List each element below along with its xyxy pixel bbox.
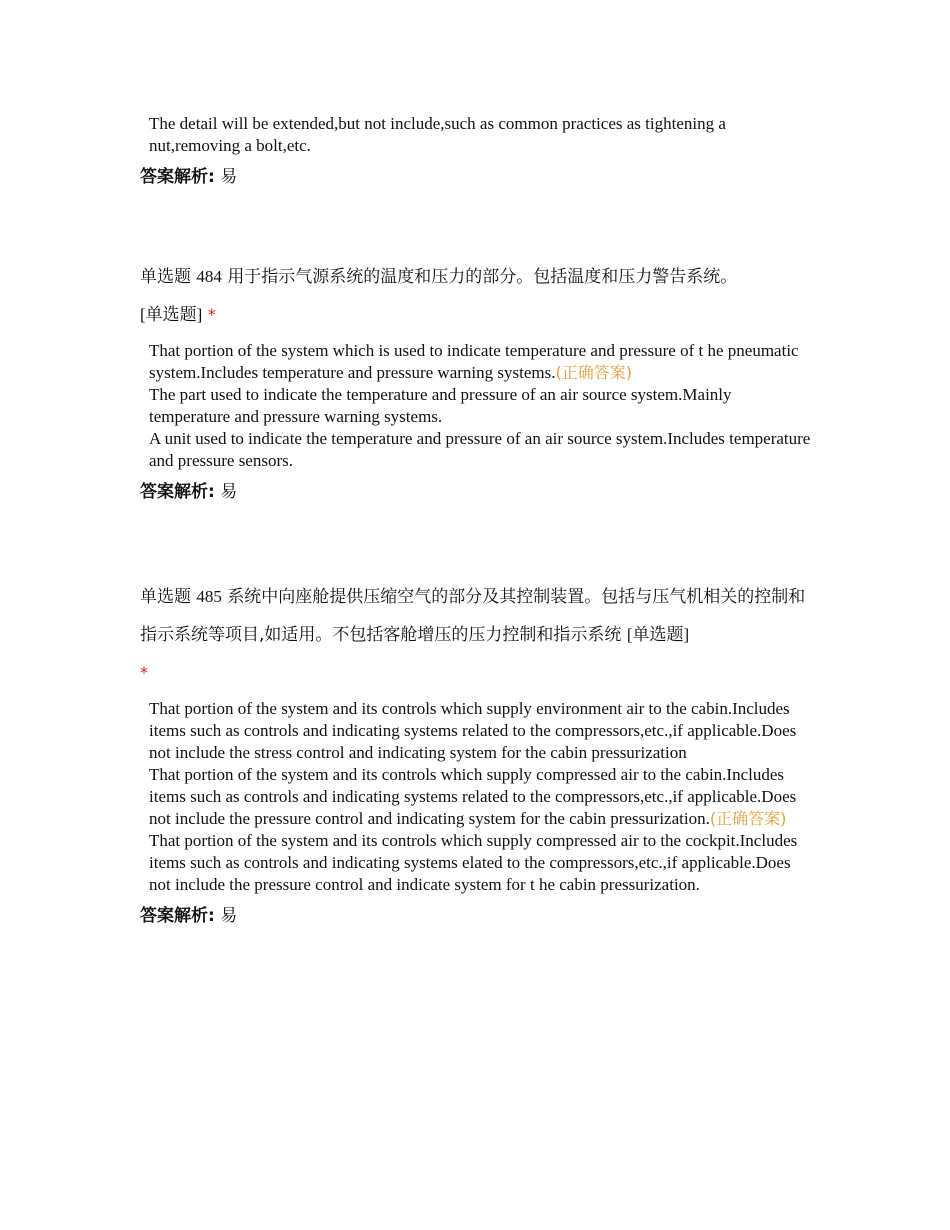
option-text: That portion of the system and its controls which supply compressed air to the cockpit.Includes items such as controls and indicating systems elated to the compressors,etc.,if applicable.Does not include the pressure control and indicate system for t he cabin pressurization. bbox=[149, 831, 798, 894]
analysis-label: 答案解析: bbox=[140, 482, 215, 502]
question-text: 系统中向座舱提供压缩空气的部分及其控制装置。包括与压气机相关的控制和指示系统等项目,如适用。不包括客舱增压的压力控制和指示系统 bbox=[140, 587, 806, 645]
answer-analysis bbox=[140, 165, 815, 189]
answer-analysis bbox=[140, 480, 815, 504]
previous-question-tail bbox=[140, 113, 815, 189]
correct-answer-tag: (正确答案) bbox=[555, 363, 632, 382]
option-text: That portion of the system and its controls which supply compressed air to the cabin.Includes items such as controls and indicating systems related to the compressors,etc.,if applicable.Does not include the pressure control and indicating system for the cabin pressurization. bbox=[149, 765, 797, 828]
question-type-label: [单选题] bbox=[140, 305, 203, 324]
analysis-label: 答案解析: bbox=[140, 167, 215, 187]
option-item[interactable] bbox=[149, 384, 815, 428]
question-prefix: 单选题 bbox=[140, 587, 191, 607]
required-mark: * bbox=[140, 663, 148, 682]
option-text: A unit used to indicate the temperature and pressure of an air source system.Includes temperature and pressure sensors. bbox=[149, 429, 811, 470]
option-item[interactable] bbox=[149, 113, 815, 157]
analysis-value: 易 bbox=[220, 167, 238, 187]
question-number: 484 bbox=[196, 267, 222, 286]
options-list bbox=[140, 698, 815, 896]
question-485 bbox=[140, 578, 815, 928]
question-title bbox=[140, 258, 815, 334]
question-prefix: 单选题 bbox=[140, 267, 191, 287]
question-number: 485 bbox=[196, 587, 222, 606]
option-item[interactable] bbox=[149, 698, 815, 764]
option-item[interactable] bbox=[149, 428, 815, 472]
option-text: The detail will be extended,but not include,such as common practices as tightening a nut,removing a bolt,etc. bbox=[149, 114, 726, 155]
question-484 bbox=[140, 258, 815, 504]
analysis-value: 易 bbox=[220, 906, 238, 926]
option-text: The part used to indicate the temperature and pressure of an air source system.Mainly temperature and pressure warning systems. bbox=[149, 385, 732, 426]
option-text: That portion of the system and its controls which supply environment air to the cabin.Includes items such as controls and indicating systems related to the compressors,etc.,if applicable.Does not include the stress control and indicating system for the cabin pressurization bbox=[149, 699, 797, 762]
required-mark: * bbox=[207, 305, 216, 324]
correct-answer-tag: (正确答案) bbox=[709, 809, 787, 828]
options-list bbox=[140, 340, 815, 472]
option-item[interactable] bbox=[149, 830, 815, 896]
option-item[interactable] bbox=[149, 764, 815, 830]
analysis-label: 答案解析: bbox=[140, 906, 215, 926]
option-text: That portion of the system which is used to indicate temperature and pressure of t he pneumatic system.Includes temperature and pressure warning systems. bbox=[149, 341, 799, 382]
answer-analysis bbox=[140, 904, 815, 928]
question-type-label: [单选题] bbox=[626, 625, 690, 644]
analysis-value: 易 bbox=[220, 482, 238, 502]
option-item[interactable] bbox=[149, 340, 815, 384]
question-text: 用于指示气源系统的温度和压力的部分。包括温度和压力警告系统。 bbox=[227, 267, 738, 287]
question-title bbox=[140, 578, 815, 692]
